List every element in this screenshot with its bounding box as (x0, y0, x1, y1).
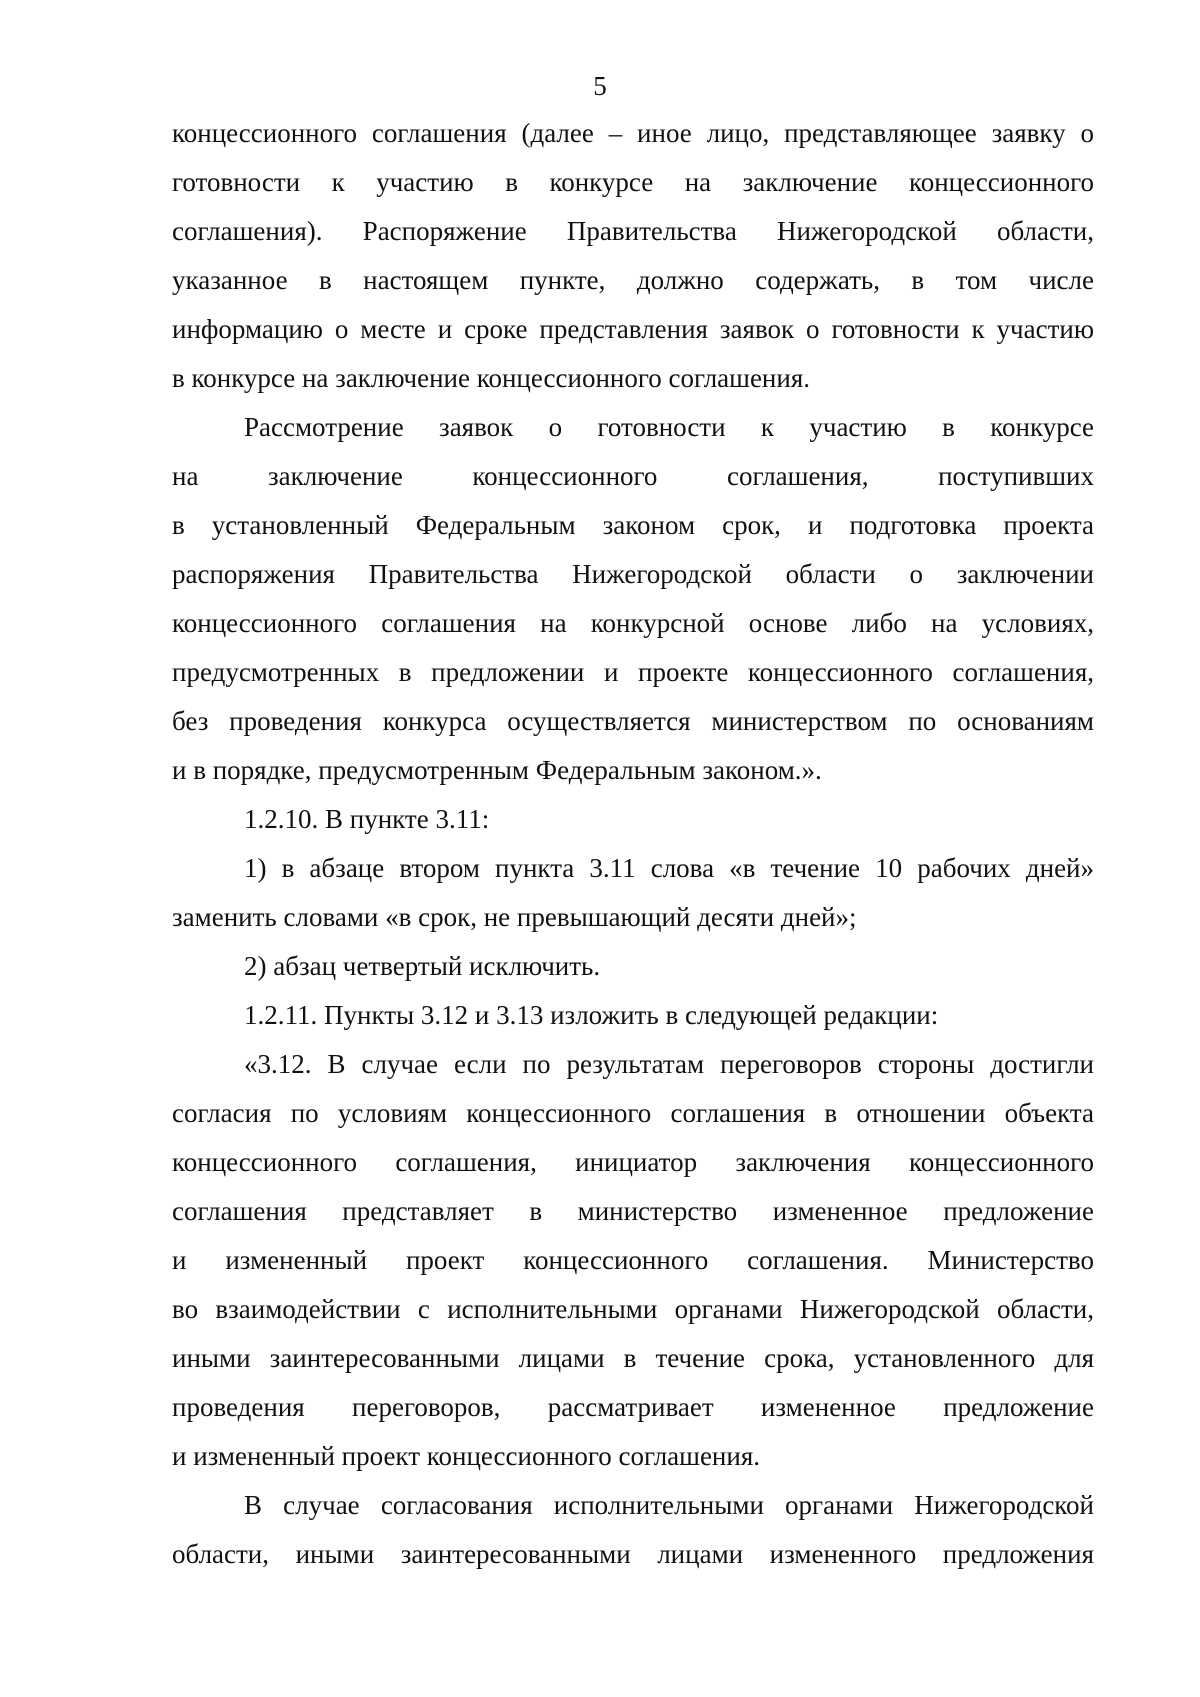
text-line: В случае согласования исполнительными органами Нижегородской (244, 1490, 1094, 1520)
page-number: 5 (593, 71, 607, 101)
text-line: концессионного соглашения (далее – иное лицо, представляющее заявку о (172, 118, 1094, 148)
text-line: и в порядке, предусмотренным Федеральным законом.». (172, 755, 822, 785)
text-line: распоряжения Правительства Нижегородской области о заключении (172, 559, 1094, 589)
text-line: Рассмотрение заявок о готовности к участию в конкурсе (244, 412, 1094, 442)
text-line: проведения переговоров, рассматривает измененное предложение (172, 1392, 1094, 1422)
text-line: в установленный Федеральным законом срок, и подготовка проекта (172, 510, 1094, 540)
text-line: и измененный проект концессионного соглашения. (172, 1441, 761, 1471)
text-line: соглашения представляет в министерство измененное предложение (172, 1196, 1094, 1226)
document-body (172, 109, 1094, 1579)
text-line: иными заинтересованными лицами в течение срока, установленного для (172, 1343, 1094, 1373)
text-line: концессионного соглашения, инициатор заключения концессионного (172, 1147, 1094, 1177)
text-line: информацию о месте и сроке представления заявок о готовности к участию (172, 314, 1094, 344)
text-line: без проведения конкурса осуществляется министерством по основаниям (172, 706, 1094, 736)
text-line: в конкурсе на заключение концессионного соглашения. (172, 363, 810, 393)
text-line: концессионного соглашения на конкурсной основе либо на условиях, (172, 608, 1094, 638)
text-line: во взаимодействии с исполнительными органами Нижегородской области, (172, 1294, 1094, 1324)
text-line: 1) в абзаце втором пункта 3.11 слова «в течение 10 рабочих дней» (244, 853, 1094, 883)
text-line: 1.2.10. В пункте 3.11: (244, 804, 490, 834)
text-line: согласия по условиям концессионного соглашения в отношении объекта (172, 1098, 1094, 1128)
text-line: области, иными заинтересованными лицами измененного предложения (172, 1539, 1094, 1569)
text-line: указанное в настоящем пункте, должно содержать, в том числе (172, 265, 1094, 295)
text-line: на заключение концессионного соглашения, поступивших (172, 461, 1094, 491)
text-line: и измененный проект концессионного соглашения. Министерство (172, 1245, 1094, 1275)
text-line: готовности к участию в конкурсе на заключение концессионного (172, 167, 1094, 197)
text-line: предусмотренных в предложении и проекте концессионного соглашения, (172, 657, 1094, 687)
text-line: заменить словами «в срок, не превышающий десяти дней»; (172, 902, 857, 932)
text-line: 1.2.11. Пункты 3.12 и 3.13 изложить в следующей редакции: (244, 1000, 939, 1030)
text-line: «3.12. В случае если по результатам переговоров стороны достигли (244, 1049, 1094, 1079)
text-line: 2) абзац четвертый исключить. (244, 951, 601, 981)
text-line: соглашения). Распоряжение Правительства Нижегородской области, (172, 216, 1094, 246)
